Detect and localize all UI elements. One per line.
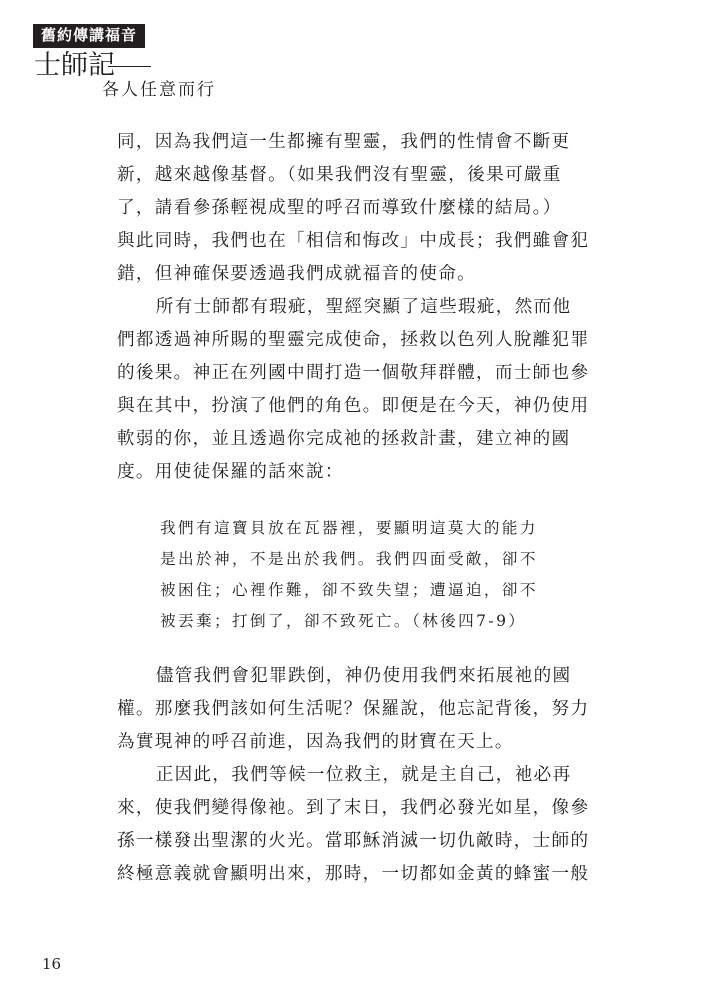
text-line: 們都透過神所賜的聖靈完成使命，拯救以色列人脫離犯罪 xyxy=(117,330,590,350)
text-line: 終極意義就會顯明出來，那時，一切都如金黃的蜂蜜一般 xyxy=(117,864,590,884)
quote-line: 被丟棄；打倒了，卻不致死亡。 xyxy=(160,612,412,630)
chapter-subtitle: 各人任意而行 xyxy=(102,80,216,100)
page-number: 16 xyxy=(42,955,62,973)
quote-line: 被困住；心裡作難，卻不致失望；遭逼迫，卻不 xyxy=(160,581,538,599)
scripture-quote xyxy=(160,513,580,637)
text-line: 同，因為我們這一生都擁有聖靈，我們的性情會不斷更 xyxy=(117,132,571,152)
series-label: 舊約傳講福音 xyxy=(33,24,145,48)
text-line: 權。那麼我們該如何生活呢？保羅說，他忘記背後，努力 xyxy=(117,699,590,719)
paragraph xyxy=(117,660,601,759)
paragraph xyxy=(117,759,601,891)
text-line: 與在其中，扮演了他們的角色。即便是在今天，神仍使用 xyxy=(117,396,590,416)
paragraph xyxy=(117,126,601,291)
quote-line: 是出於神，不是出於我們。我們四面受敵，卻不 xyxy=(160,550,538,568)
body-text-top xyxy=(117,126,601,489)
text-line: 正因此，我們等候一位救主，就是主自己，祂必再 xyxy=(155,765,572,785)
text-line: 的後果。神正在列國中間打造一個敬拜群體，而士師也參 xyxy=(117,363,590,383)
text-line: 儘管我們會犯罪跌倒，神仍使用我們來拓展祂的國 xyxy=(155,666,572,686)
text-line: 與此同時，我們也在「相信和悔改」中成長；我們雖會犯 xyxy=(117,231,590,251)
text-line: 來，使我們變得像祂。到了末日，我們必發光如星，像參 xyxy=(117,798,590,818)
text-line: 軟弱的你，並且透過你完成祂的拯救計畫，建立神的國 xyxy=(117,429,571,449)
text-line: 孫一樣發出聖潔的火光。當耶穌消滅一切仇敵時，士師的 xyxy=(117,831,590,851)
text-line: 新，越來越像基督。（如果我們沒有聖靈，後果可嚴重 xyxy=(117,165,562,185)
book-title: 士師記 xyxy=(34,50,115,81)
body-text-bottom xyxy=(117,660,601,891)
quote-line: 我們有這寶貝放在瓦器裡，要顯明這莫大的能力 xyxy=(160,519,538,537)
title-divider xyxy=(108,66,151,67)
paragraph xyxy=(117,291,601,489)
text-line: 度。用使徒保羅的話來說： xyxy=(117,462,344,482)
text-line: 所有士師都有瑕疵，聖經突顯了這些瑕疵，然而他 xyxy=(155,297,572,317)
text-line: 錯，但神確保要透過我們成就福音的使命。 xyxy=(117,264,476,284)
scripture-reference: （林後四7-9） xyxy=(411,612,527,630)
text-line: 為實現神的呼召前進，因為我們的財寶在天上。 xyxy=(117,732,514,752)
text-line: 了，請看參孫輕視成聖的呼召而導致什麼樣的結局。） xyxy=(117,198,562,218)
